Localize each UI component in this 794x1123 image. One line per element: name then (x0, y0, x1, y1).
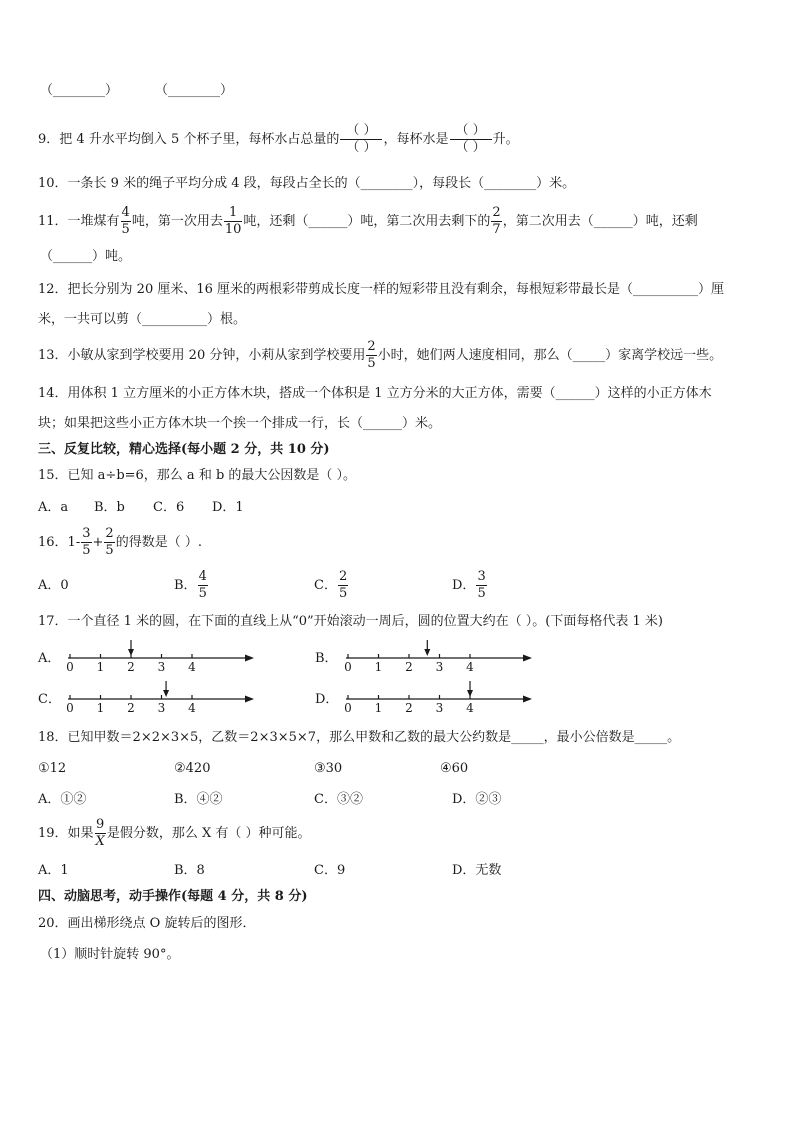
number-line-arrowhead (523, 655, 532, 662)
question-14-line1: 14．用体积 1 立方厘米的小正方体木块，搭成一个体积是 1 立方分米的大正方体，需要（______）这样的小正方体木 (38, 386, 712, 401)
q16-option-a[interactable]: A．0 (38, 578, 69, 593)
position-arrowhead (467, 690, 473, 697)
question-12-line2: 米，一共可以剪（__________）根。 (38, 312, 247, 327)
q17-label-a[interactable]: A． (38, 651, 61, 666)
q9-text-2: ，每杯水是 (383, 132, 449, 147)
section-3-heading: 三、反复比较，精心选择(每小题 2 分，共 10 分) (38, 442, 330, 457)
section-4-heading: 四、动脑思考，动手操作(每题 4 分，共 8 分) (38, 889, 308, 904)
tick-label: 2 (405, 660, 413, 674)
q18-option-d[interactable]: D．②③ (452, 792, 502, 807)
q18-item-4: ④60 (440, 761, 469, 776)
q9-fraction-blank-1: $\frac{( )}{( )}$ (340, 123, 382, 156)
tick-label: 0 (66, 701, 74, 715)
q15-option-c[interactable]: C．6 (153, 500, 185, 515)
number-line-arrowhead (245, 655, 254, 662)
question-20-sub-1: （1）顺时针旋转 90°。 (40, 947, 180, 962)
question-9 (38, 120, 519, 160)
position-arrowhead (163, 690, 169, 697)
question-13: 13．小敏从家到学校要用 20 分钟，小莉从家到学校要用 $\frac{2}{5}$ 小时，她们两人速度相同，那么（_____）家离学校远一些。 (38, 339, 723, 371)
q18-option-b[interactable]: B．④② (174, 792, 223, 807)
question-16: 16．1- $\frac{3}{5}$ + $\frac{2}{5}$ 的得数是（ ）. (38, 526, 202, 558)
q18-option-a[interactable]: A．①② (38, 792, 87, 807)
tick-label: 3 (157, 701, 166, 715)
position-arrowhead (128, 649, 134, 656)
question-11-line2: （______）吨。 (40, 249, 132, 264)
q17-label-c[interactable]: C． (38, 692, 61, 707)
tick-label: 4 (466, 660, 474, 674)
number-line-arrowhead (245, 696, 254, 703)
q15-option-b[interactable]: B．b (94, 500, 125, 515)
tick-label: 2 (405, 701, 413, 715)
q19-option-b[interactable]: B．8 (174, 863, 205, 878)
fraction-2-7: $\frac{2}{7}$ (492, 205, 501, 237)
q17-number-line-c (60, 679, 260, 715)
tick-label: 1 (374, 660, 383, 674)
question-10: 10．一条长 9 米的绳子平均分成 4 段，每段占全长的（________），每段长（________）米。 (38, 176, 576, 191)
tick-label: 1 (374, 701, 383, 715)
tick-label: 4 (188, 660, 196, 674)
q8-blank-b: （________） (155, 83, 234, 98)
q19-option-c[interactable]: C．9 (314, 863, 346, 878)
position-arrowhead (424, 649, 430, 656)
q17-number-line-d (338, 679, 538, 715)
q18-item-1: ①12 (38, 761, 67, 776)
tick-label: 0 (66, 660, 74, 674)
fraction-1-10: $\frac{1}{10}$ (224, 205, 242, 237)
q8-blank-a: （________） (40, 83, 119, 98)
question-12-line1: 12．把长分别为 20 厘米、16 厘米的两根彩带剪成长度一样的短彩带且没有剩余，每根短彩带最长是（__________）厘 (38, 282, 725, 297)
q19-option-d[interactable]: D．无数 (452, 863, 502, 878)
question-14-line2: 块；如果把这些小正方体木块一个挨一个排成一行，长（______）米。 (38, 416, 442, 431)
q16-option-b[interactable]: B． $\frac{4}{5}$ (174, 569, 207, 601)
fraction-4-5: $\frac{4}{5}$ (121, 205, 130, 237)
question-19: 19．如果 $\frac{9}{X}$ 是假分数，那么 X 有（ ）种可能。 (38, 817, 311, 849)
q15-option-a[interactable]: A．a (38, 500, 69, 515)
tick-label: 3 (435, 660, 444, 674)
tick-label: 0 (344, 660, 352, 674)
q17-number-line-b (338, 638, 538, 674)
number-line-arrowhead (523, 696, 532, 703)
q9-text-1: 9．把 4 升水平均倒入 5 个杯子里，每杯水占总量的 (38, 132, 340, 147)
q9-text-3: 升。 (492, 132, 519, 147)
tick-label: 0 (344, 701, 352, 715)
q17-number-line-a (60, 638, 260, 674)
tick-label: 3 (435, 701, 444, 715)
q19-option-a[interactable]: A．1 (38, 863, 69, 878)
question-11: 11．一堆煤有 $\frac{4}{5}$ 吨，第一次用去 $\frac{1}{10}$ 吨，还剩（______）吨，第二次用去剩下的 $\frac{2}{7}$ ，第二次用去（______）吨，还剩 (38, 205, 698, 237)
q17-label-b[interactable]: B． (315, 651, 338, 666)
q18-item-2: ②420 (174, 761, 211, 776)
tick-label: 4 (188, 701, 196, 715)
q16-option-c[interactable]: C． $\frac{2}{5}$ (314, 569, 348, 601)
tick-label: 2 (127, 701, 135, 715)
q18-option-c[interactable]: C．③② (314, 792, 363, 807)
tick-label: 2 (127, 660, 135, 674)
q17-label-d[interactable]: D． (315, 692, 339, 707)
q15-option-d[interactable]: D．1 (212, 500, 244, 515)
question-15: 15．已知 a÷b=6，那么 a 和 b 的最大公因数是（ ）。 (38, 468, 357, 483)
q16-option-d[interactable]: D． $\frac{3}{5}$ (452, 569, 486, 601)
question-17: 17．一个直径 1 米的圆，在下面的直线上从“0”开始滚动一周后，圆的位置大约在（ ）。(下面每格代表 1 米) (38, 614, 663, 629)
question-18: 18．已知甲数＝2×2×3×5，乙数＝2×3×5×7，那么甲数和乙数的最大公约数是_____，最小公倍数是_____。 (38, 730, 681, 745)
q9-fraction-blank-2: $\frac{( )}{( )}$ (450, 123, 492, 156)
tick-label: 4 (466, 701, 474, 715)
fraction-2-5: $\frac{2}{5}$ (367, 339, 376, 371)
tick-label: 1 (96, 660, 105, 674)
q18-item-3: ③30 (314, 761, 343, 776)
question-20: 20．画出梯形绕点 O 旋转后的图形． (38, 916, 256, 931)
tick-label: 3 (157, 660, 166, 674)
tick-label: 1 (96, 701, 105, 715)
